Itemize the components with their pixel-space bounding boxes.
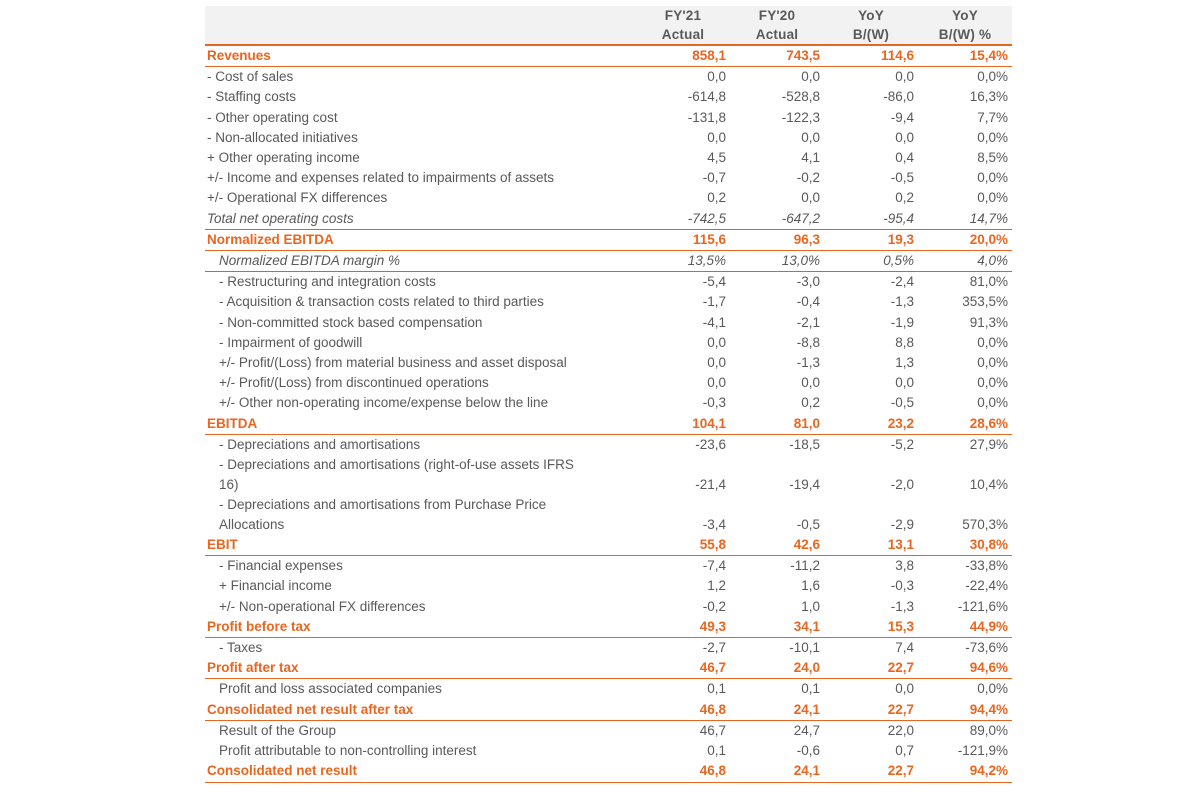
- cell-yoy-bw-pct: 14,7%: [918, 209, 1012, 230]
- row-label: Total net operating costs: [205, 209, 636, 230]
- table-row: [205, 87, 1012, 107]
- row-label: Consolidated net result: [205, 761, 636, 782]
- cell-fy21-actual: -21,4: [695, 477, 726, 493]
- cell-yoy-bw-pct: -22,4%: [965, 578, 1008, 594]
- cell-fy20-actual: 42,6: [730, 535, 824, 556]
- cell-yoy-bw-pct: 7,7%: [977, 109, 1008, 125]
- row-label: - Cost of sales: [207, 69, 294, 85]
- cell-fy21-actual: 0,0: [707, 355, 726, 371]
- row-label: Profit and loss associated companies: [219, 681, 442, 697]
- cell-fy21-actual: -742,5: [636, 209, 730, 230]
- table-header: [205, 6, 1012, 45]
- cell-fy20-actual: -10,1: [789, 640, 820, 656]
- cell-yoy-bw: 7,4: [895, 640, 914, 656]
- cell-yoy-bw: 0,7: [895, 743, 914, 759]
- cell-fy21-actual: 104,1: [636, 414, 730, 435]
- header-label-cell: [205, 6, 636, 25]
- table-row-total: [205, 761, 1012, 782]
- cell-yoy-bw-pct: 91,3%: [969, 314, 1008, 330]
- cell-yoy-bw: -5,2: [890, 436, 914, 452]
- cell-fy20-actual: -528,8: [781, 89, 820, 105]
- row-label: - Other operating cost: [207, 109, 338, 125]
- cell-yoy-bw-pct: 16,3%: [969, 89, 1008, 105]
- table-row-total: [205, 229, 1012, 250]
- row-label: - Taxes: [219, 640, 263, 656]
- row-label: [205, 495, 636, 535]
- table-row: [205, 597, 1012, 617]
- table-body: [205, 45, 1012, 782]
- row-label-line2: 16): [219, 477, 239, 493]
- cell-fy20-actual: 0,0: [801, 69, 820, 85]
- row-label: +/- Other non-operating income/expense below the line: [219, 395, 549, 411]
- cell-yoy-bw-pct: 8,5%: [977, 150, 1008, 166]
- cell-fy20-actual: -19,4: [789, 477, 820, 493]
- row-label: - Financial expenses: [219, 558, 343, 574]
- cell-yoy-bw: 22,7: [824, 761, 918, 782]
- row-label: + Other operating income: [207, 150, 360, 166]
- cell-fy21-actual: 4,5: [707, 150, 726, 166]
- cell-yoy-bw-pct: -121,6%: [957, 598, 1008, 614]
- cell-yoy-bw: 19,3: [824, 229, 918, 250]
- row-label: - Restructuring and integration costs: [219, 274, 436, 290]
- cell-yoy-bw: -1,9: [890, 314, 914, 330]
- cell-fy20-actual: 96,3: [730, 229, 824, 250]
- cell-fy20-actual: 24,1: [730, 761, 824, 782]
- cell-yoy-bw-pct: 0,0%: [977, 681, 1008, 697]
- header-yoy-sub: B/(W): [824, 25, 918, 45]
- cell-fy21-actual: -5,4: [702, 274, 726, 290]
- cell-fy20-actual: 81,0: [730, 414, 824, 435]
- cell-fy20-actual: 13,0%: [730, 251, 824, 272]
- table-row: [205, 679, 1012, 700]
- cell-yoy-bw: 3,8: [895, 558, 914, 574]
- cell-fy21-actual: 46,8: [636, 700, 730, 721]
- table-row: [205, 576, 1012, 596]
- cell-fy21-actual: 49,3: [636, 617, 730, 638]
- table-row-total: [205, 535, 1012, 556]
- table-row: [205, 128, 1012, 148]
- cell-yoy-bw-pct: 4,0%: [918, 251, 1012, 272]
- table-row: [205, 209, 1012, 230]
- cell-yoy-bw-pct: 81,0%: [969, 274, 1008, 290]
- cell-yoy-bw: 8,8: [895, 334, 914, 350]
- cell-yoy-bw: 22,7: [824, 700, 918, 721]
- row-label: +/- Income and expenses related to impairments of assets: [207, 170, 555, 186]
- cell-fy21-actual: -4,1: [702, 314, 726, 330]
- row-label: Normalized EBITDA margin %: [205, 251, 636, 272]
- table-row: [205, 455, 1012, 495]
- cell-fy20-actual: -1,3: [796, 355, 820, 371]
- table-row-total: [205, 700, 1012, 721]
- row-label: Profit before tax: [205, 617, 636, 638]
- row-label: Consolidated net result after tax: [205, 700, 636, 721]
- row-label: Result of the Group: [219, 722, 337, 738]
- cell-fy21-actual: -0,7: [702, 170, 726, 186]
- cell-yoy-bw-pct: 15,4%: [918, 45, 1012, 67]
- cell-fy21-actual: 46,7: [699, 722, 726, 738]
- cell-yoy-bw-pct: 30,8%: [918, 535, 1012, 556]
- table-row: [205, 741, 1012, 761]
- cell-fy20-actual: 0,1: [801, 681, 820, 697]
- row-label-line1: - Depreciations and amortisations (right-of-use assets IFRS: [219, 457, 574, 473]
- cell-fy21-actual: -3,4: [702, 517, 726, 533]
- table-row: [205, 638, 1012, 659]
- table-row: [205, 168, 1012, 188]
- cell-fy21-actual: -7,4: [702, 558, 726, 574]
- cell-fy21-actual: 0,1: [707, 681, 726, 697]
- table-row: [205, 292, 1012, 312]
- cell-yoy-bw: 114,6: [824, 45, 918, 67]
- cell-fy21-actual: 0,0: [707, 334, 726, 350]
- cell-yoy-bw: -2,9: [890, 517, 914, 533]
- cell-yoy-bw: 0,4: [895, 150, 914, 166]
- row-label-line2: Allocations: [219, 517, 285, 533]
- row-label: +/- Profit/(Loss) from discontinued operations: [219, 375, 489, 391]
- cell-yoy-bw: 1,3: [895, 355, 914, 371]
- cell-fy21-actual: 0,1: [707, 743, 726, 759]
- header-yoy-pct: YoY: [918, 6, 1012, 25]
- header-yoy: YoY: [824, 6, 918, 25]
- cell-fy20-actual: 1,0: [801, 598, 820, 614]
- table-row: [205, 720, 1012, 741]
- cell-fy20-actual: 0,0: [801, 375, 820, 391]
- header-fy20: FY'20: [730, 6, 824, 25]
- cell-fy21-actual: -614,8: [687, 89, 726, 105]
- income-statement-table-container: [205, 6, 1010, 783]
- cell-yoy-bw-pct: 0,0%: [977, 355, 1008, 371]
- cell-yoy-bw: -0,3: [890, 578, 914, 594]
- row-label: - Depreciations and amortisations: [219, 436, 421, 452]
- cell-fy20-actual: -0,2: [796, 170, 820, 186]
- cell-yoy-bw-pct: 0,0%: [977, 69, 1008, 85]
- cell-fy21-actual: -0,3: [702, 395, 726, 411]
- table-row: [205, 108, 1012, 128]
- table-row: [205, 313, 1012, 333]
- cell-fy20-actual: -2,1: [796, 314, 820, 330]
- cell-yoy-bw: 0,2: [895, 190, 914, 206]
- cell-fy21-actual: 858,1: [636, 45, 730, 67]
- row-label: + Financial income: [219, 578, 332, 594]
- cell-yoy-bw-pct: 94,6%: [918, 658, 1012, 679]
- cell-fy20-actual: -8,8: [796, 334, 820, 350]
- cell-fy20-actual: 0,2: [801, 395, 820, 411]
- table-row-total: [205, 45, 1012, 67]
- cell-yoy-bw: 0,0: [895, 375, 914, 391]
- cell-yoy-bw-pct: 0,0%: [977, 334, 1008, 350]
- cell-fy21-actual: 46,7: [636, 658, 730, 679]
- row-label: +/- Profit/(Loss) from material business and asset disposal: [219, 355, 567, 371]
- cell-yoy-bw: -1,3: [890, 294, 914, 310]
- cell-fy20-actual: 4,1: [801, 150, 820, 166]
- row-label: - Non-allocated initiatives: [207, 129, 358, 145]
- cell-yoy-bw: -0,5: [890, 170, 914, 186]
- cell-fy21-actual: 13,5%: [636, 251, 730, 272]
- cell-yoy-bw: 22,7: [824, 658, 918, 679]
- cell-fy20-actual: -0,4: [796, 294, 820, 310]
- cell-fy21-actual: 115,6: [636, 229, 730, 250]
- cell-fy20-actual: -18,5: [789, 436, 820, 452]
- cell-yoy-bw: 0,0: [895, 129, 914, 145]
- cell-fy21-actual: -2,7: [702, 640, 726, 656]
- row-label: EBIT: [205, 535, 636, 556]
- cell-yoy-bw-pct: 94,4%: [918, 700, 1012, 721]
- header-yoy-pct-sub: B/(W) %: [918, 25, 1012, 45]
- table-row: [205, 353, 1012, 373]
- cell-fy21-actual: -1,7: [702, 294, 726, 310]
- cell-yoy-bw: 23,2: [824, 414, 918, 435]
- cell-yoy-bw: 0,0: [895, 681, 914, 697]
- cell-yoy-bw: 22,0: [887, 722, 914, 738]
- cell-fy21-actual: -23,6: [695, 436, 726, 452]
- cell-yoy-bw-pct: 28,6%: [918, 414, 1012, 435]
- cell-fy20-actual: -0,6: [796, 743, 820, 759]
- cell-yoy-bw-pct: 0,0%: [977, 190, 1008, 206]
- row-label: - Staffing costs: [207, 89, 297, 105]
- cell-yoy-bw: -2,4: [890, 274, 914, 290]
- cell-yoy-bw-pct: -73,6%: [965, 640, 1008, 656]
- cell-yoy-bw-pct: 94,2%: [918, 761, 1012, 782]
- row-label: +/- Operational FX differences: [207, 190, 388, 206]
- cell-yoy-bw-pct: 0,0%: [977, 395, 1008, 411]
- row-label: [205, 455, 636, 495]
- cell-fy21-actual: 0,2: [707, 190, 726, 206]
- row-label: - Acquisition & transaction costs related to third parties: [219, 294, 544, 310]
- cell-fy20-actual: 0,0: [801, 129, 820, 145]
- cell-fy20-actual: 24,7: [793, 722, 820, 738]
- cell-yoy-bw: -86,0: [883, 89, 914, 105]
- table-row: [205, 251, 1012, 272]
- row-label-line1: - Depreciations and amortisations from Purchase Price: [219, 497, 547, 513]
- row-label: - Impairment of goodwill: [219, 334, 363, 350]
- cell-yoy-bw: 0,5%: [824, 251, 918, 272]
- cell-fy20-actual: 743,5: [730, 45, 824, 67]
- cell-yoy-bw: -1,3: [890, 598, 914, 614]
- header-fy21: FY'21: [636, 6, 730, 25]
- cell-fy21-actual: -131,8: [687, 109, 726, 125]
- table-row: [205, 188, 1012, 208]
- cell-yoy-bw: -2,0: [890, 477, 914, 493]
- cell-yoy-bw: 15,3: [824, 617, 918, 638]
- table-row-total: [205, 617, 1012, 638]
- row-label: - Non-committed stock based compensation: [219, 314, 483, 330]
- table-row: [205, 373, 1012, 393]
- cell-fy20-actual: -122,3: [781, 109, 820, 125]
- cell-yoy-bw-pct: 20,0%: [918, 229, 1012, 250]
- cell-fy21-actual: 0,0: [707, 129, 726, 145]
- cell-fy20-actual: -11,2: [790, 558, 820, 574]
- cell-yoy-bw: -9,4: [890, 109, 914, 125]
- cell-fy20-actual: 1,6: [801, 578, 820, 594]
- cell-fy21-actual: -0,2: [702, 598, 726, 614]
- cell-fy20-actual: -3,0: [796, 274, 820, 290]
- cell-yoy-bw-pct: 27,9%: [969, 436, 1008, 452]
- cell-yoy-bw: -95,4: [824, 209, 918, 230]
- cell-yoy-bw-pct: 570,3%: [962, 517, 1008, 533]
- cell-yoy-bw-pct: -33,8%: [965, 558, 1008, 574]
- cell-fy20-actual: 0,0: [801, 190, 820, 206]
- row-label: Profit attributable to non-controlling interest: [219, 743, 477, 759]
- cell-fy20-actual: -647,2: [730, 209, 824, 230]
- table-row: [205, 333, 1012, 353]
- row-label: +/- Non-operational FX differences: [219, 598, 426, 614]
- table-row: [205, 393, 1012, 413]
- cell-yoy-bw: -0,5: [890, 395, 914, 411]
- cell-fy21-actual: 0,0: [707, 69, 726, 85]
- table-row-total: [205, 658, 1012, 679]
- table-row: [205, 67, 1012, 88]
- cell-fy20-actual: -0,5: [796, 517, 820, 533]
- cell-fy20-actual: 24,0: [730, 658, 824, 679]
- row-label: Revenues: [205, 45, 636, 67]
- row-label: Normalized EBITDA: [205, 229, 636, 250]
- header-label-cell-2: [205, 25, 636, 45]
- header-fy21-sub: Actual: [636, 25, 730, 45]
- table-row-total: [205, 414, 1012, 435]
- cell-fy21-actual: 0,0: [707, 375, 726, 391]
- header-fy20-sub: Actual: [730, 25, 824, 45]
- cell-yoy-bw-pct: 353,5%: [962, 294, 1008, 310]
- row-label: EBITDA: [205, 414, 636, 435]
- cell-yoy-bw-pct: 0,0%: [977, 129, 1008, 145]
- cell-yoy-bw-pct: 10,4%: [969, 477, 1008, 493]
- cell-yoy-bw-pct: 0,0%: [977, 375, 1008, 391]
- cell-yoy-bw-pct: 0,0%: [977, 170, 1008, 186]
- cell-fy20-actual: 24,1: [730, 700, 824, 721]
- table-row: [205, 495, 1012, 535]
- table-row: [205, 148, 1012, 168]
- cell-fy20-actual: 34,1: [730, 617, 824, 638]
- table-row: [205, 272, 1012, 293]
- cell-fy21-actual: 1,2: [707, 578, 726, 594]
- cell-yoy-bw: 13,1: [824, 535, 918, 556]
- cell-fy21-actual: 46,8: [636, 761, 730, 782]
- table-row: [205, 434, 1012, 455]
- cell-yoy-bw-pct: 89,0%: [969, 722, 1008, 738]
- cell-yoy-bw-pct: 44,9%: [918, 617, 1012, 638]
- cell-yoy-bw: 0,0: [895, 69, 914, 85]
- cell-yoy-bw-pct: -121,9%: [957, 743, 1008, 759]
- cell-fy21-actual: 55,8: [636, 535, 730, 556]
- table-row: [205, 556, 1012, 577]
- income-statement-table: [205, 6, 1012, 783]
- row-label: Profit after tax: [205, 658, 636, 679]
